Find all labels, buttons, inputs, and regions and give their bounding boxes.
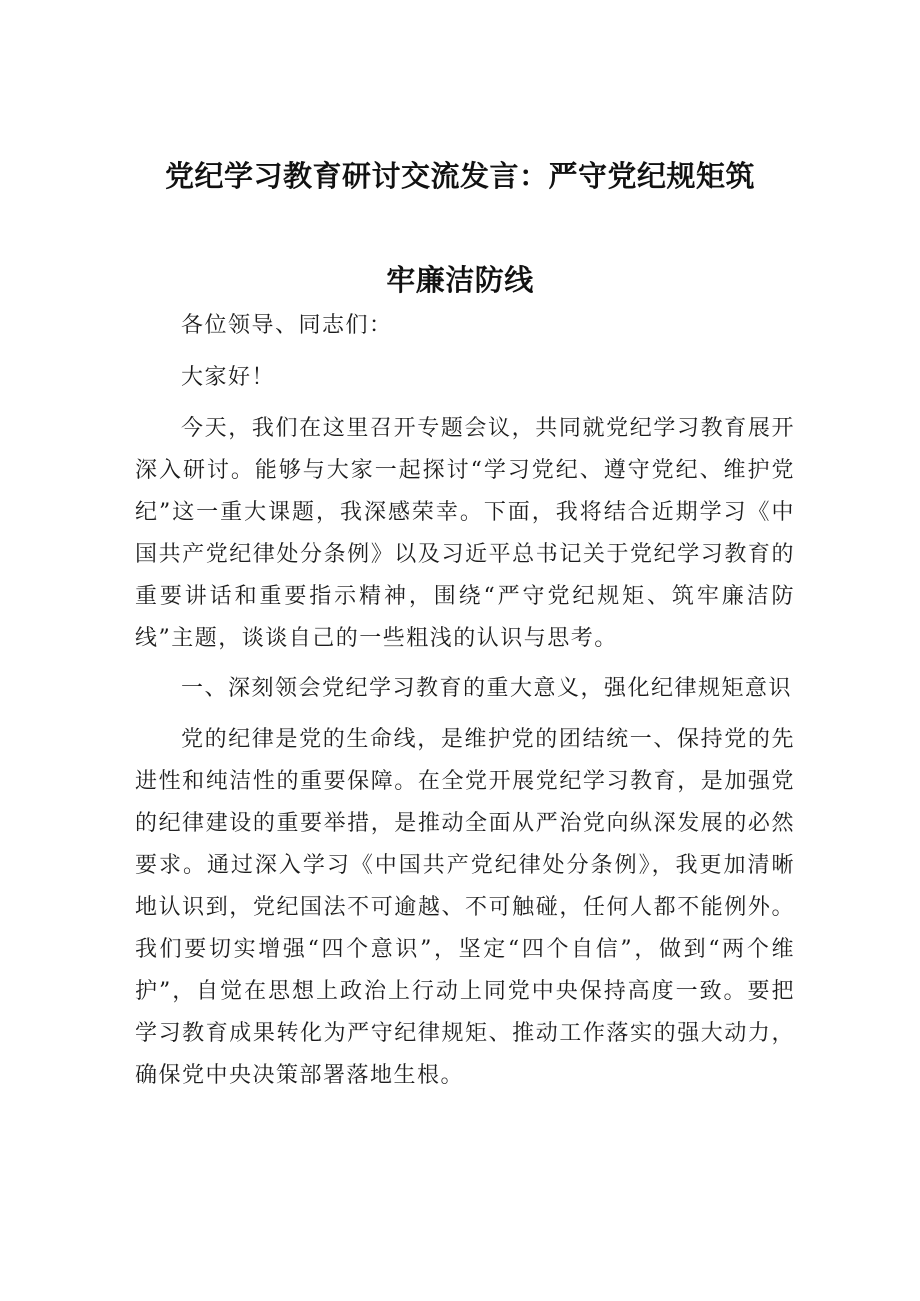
paragraph-intro: [135, 408, 795, 660]
paragraph-section-1-text: 党的纪律是党的生命线，是维护党的团结统一、保持党的先进性和纯洁性的重要保障。在全党开展党纪学习教育，是加强党的纪律建设的重要举措，是推动全面从严治党向纵深发展的必然要求。通过深入学习《中国共产党纪律处分条例》，我更加清晰地认识到，党纪国法不可逾越、不可触碰，任何人都不能例外。我们要切实增强“四个意识”，坚定“四个自信”，做到“两个维护”，自觉在思想上政治上行动上同党中央保持高度一致。要把学习教育成果转化为严守纪律规矩、推动工作落实的强大动力，确保党中央决策部署落地生根。: [135, 727, 795, 1088]
section-heading-1: 一、深刻领会党纪学习教育的重大意义，强化纪律规矩意识: [181, 676, 793, 701]
paragraph-section-1: [135, 719, 795, 1097]
document-title-line-1: 党纪学习教育研讨交流发言：严守党纪规矩筑: [164, 159, 755, 193]
salutation: 各位领导、同志们：: [181, 313, 393, 338]
greeting-line: 大家好！: [181, 365, 276, 390]
document-title-line-2: 牢廉洁防线: [386, 263, 534, 297]
paragraph-intro-text: 今天，我们在这里召开专题会议，共同就党纪学习教育展开深入研讨。能够与大家一起探讨“学习党纪、遵守党纪、维护党纪”这一重大课题，我深感荣幸。下面，我将结合近期学习《中国共产党纪律处分条例》以及习近平总书记关于党纪学习教育的重要讲话和重要指示精神，围绕“严守党纪规矩、筑牢廉洁防线”主题，谈谈自己的一些粗浅的认识与思考。: [135, 416, 795, 651]
